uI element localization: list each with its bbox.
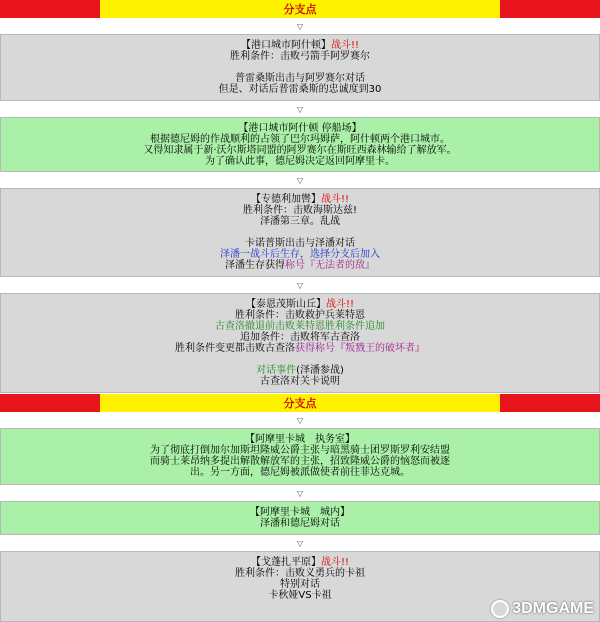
story-line: 根据德尼姆的作战顺利的占领了巴尔玛姆萨，阿什顿两个港口城市。 [150, 134, 450, 145]
note-line: 但是、对话后普雷桑斯的忠诚度到30 [218, 84, 382, 95]
scene-title: 【港口城市阿什顿 停船场】 [238, 123, 362, 134]
stage-title: 【戈蓬扎平原】战斗!! [250, 557, 350, 568]
story-line: 为了确认此事，德尼姆决定返回阿摩里卡。 [205, 156, 395, 167]
down-arrow-icon: ▽ [296, 538, 304, 548]
banner-left-red [0, 0, 100, 18]
banner-left-red [0, 394, 100, 412]
note-line: 泽潘第三章。乱战 [260, 216, 340, 227]
down-arrow-icon: ▽ [296, 415, 304, 425]
note-line: 特别对话 [280, 579, 320, 590]
title-reward: 胜利条件变更都击败古查洛获得称号『叛戮王的破坏者』 [175, 343, 425, 354]
note-line: 泽潘一战斗后生存，选择分支后加入 [220, 249, 380, 260]
banner-label: 分支点 [100, 394, 500, 412]
story-line: 为了彻底打倒加尔加斯坦隆威公爵主张与暗黑骑士团罗斯罗利安结盟 [150, 445, 450, 456]
dialogue-event: 对话事件(泽潘参战) [256, 365, 344, 376]
note-line: 卡诺普斯出击与泽潘对话 [245, 238, 355, 249]
banner-label: 分支点 [100, 0, 500, 18]
down-arrow-icon: ▽ [296, 21, 304, 31]
stage-title: 【泰恩茂斯山丘】战斗!! [245, 299, 355, 310]
stage-card-ashton [0, 34, 600, 101]
watermark-logo-icon [491, 600, 509, 618]
stage-card-hill [0, 293, 600, 393]
victory-condition: 胜利条件：击败救护兵莱特恩 [235, 310, 365, 321]
story-line: 泽潘和德尼姆对话 [260, 518, 340, 529]
down-arrow-icon: ▽ [296, 280, 304, 290]
branch-point-banner [0, 394, 600, 412]
watermark [491, 600, 594, 618]
down-arrow-icon: ▽ [296, 175, 304, 185]
stage-title: 【港口城市阿什顿】战斗!! [240, 40, 360, 51]
down-arrow-icon: ▽ [296, 488, 304, 498]
branch-point-banner [0, 0, 600, 18]
story-line: 又得知隶属于新·沃尔斯塔同盟的阿罗赛尔在斯旺西森林输给了解放军。 [143, 145, 457, 156]
stage-title: 【专德利加辔】战斗!! [250, 194, 350, 205]
note-line: 卡秋娅VS卡祖 [268, 590, 332, 601]
story-line: 出。另一方面，德尼姆被派做使者前往菲达克城。 [190, 467, 410, 478]
banner-right-red [500, 394, 600, 412]
note-line: 追加条件：击败将军古查洛 [240, 332, 360, 343]
note-line: 普雷桑斯出击与阿罗赛尔对话 [235, 73, 365, 84]
victory-condition: 胜利条件：击败海斯达兹! [242, 205, 357, 216]
victory-condition: 胜利条件：击败弓箭手阿罗赛尔 [230, 51, 370, 62]
story-card-ashton-dock [0, 117, 600, 172]
down-arrow-icon: ▽ [296, 104, 304, 114]
scene-title: 【阿摩里卡城 城内】 [250, 507, 350, 518]
story-card-office [0, 428, 600, 485]
note-line: 古查洛对关卡说明 [260, 376, 340, 387]
scene-title: 【阿摩里卡城 执务室】 [245, 434, 355, 445]
title-reward: 泽潘生存获得称号『无法者的敌』 [225, 260, 375, 271]
victory-condition: 胜利条件：击败义勇兵的卡祖 [235, 568, 365, 579]
banner-right-red [500, 0, 600, 18]
note-line: 古查洛撤退前击败莱特恩胜利条件追加 [215, 321, 385, 332]
stage-card-zenobia [0, 188, 600, 277]
story-line: 而骑士莱昂纳多提出解散解放军的主张，招致隆威公爵的恼怒而被逐 [150, 456, 450, 467]
story-card-castle [0, 501, 600, 535]
watermark-text: 3DMGAME [512, 600, 594, 617]
